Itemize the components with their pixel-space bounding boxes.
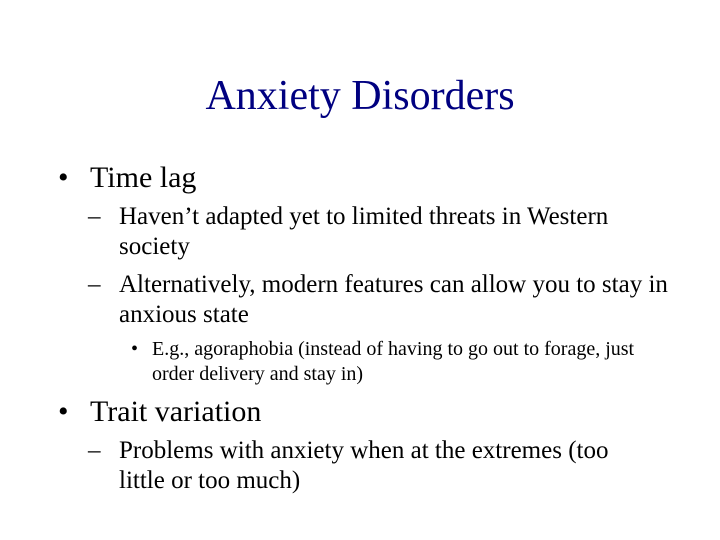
dash-marker: – bbox=[88, 203, 101, 230]
subbullet-havent-adapted bbox=[88, 202, 648, 262]
subsubbullet-agoraphobia bbox=[131, 337, 651, 387]
subbullet-alternatively bbox=[88, 270, 688, 330]
bullet-text: Trait variation bbox=[90, 395, 262, 428]
subsubbullet-text: E.g., agoraphobia (instead of having to go out to forage, just order delivery and stay in) bbox=[152, 338, 635, 385]
bullet-marker: • bbox=[131, 338, 139, 360]
slide-title: Anxiety Disorders bbox=[205, 73, 515, 119]
bullet-text: Time lag bbox=[90, 161, 197, 194]
dash-marker: – bbox=[88, 437, 101, 464]
subbullet-text: Alternatively, modern features can allow you to stay in anxious state bbox=[119, 271, 668, 328]
bullet-marker: • bbox=[58, 161, 69, 194]
subbullet-text: Haven’t adapted yet to limited threats in Western society bbox=[119, 203, 609, 260]
bullet-marker: • bbox=[58, 395, 69, 428]
subbullet-text: Problems with anxiety when at the extremes (too little or too much) bbox=[119, 437, 609, 494]
dash-marker: – bbox=[88, 271, 101, 298]
bullet-time-lag bbox=[58, 161, 678, 195]
subbullet-problems-anxiety bbox=[88, 436, 648, 496]
bullet-trait-variation bbox=[58, 395, 678, 429]
